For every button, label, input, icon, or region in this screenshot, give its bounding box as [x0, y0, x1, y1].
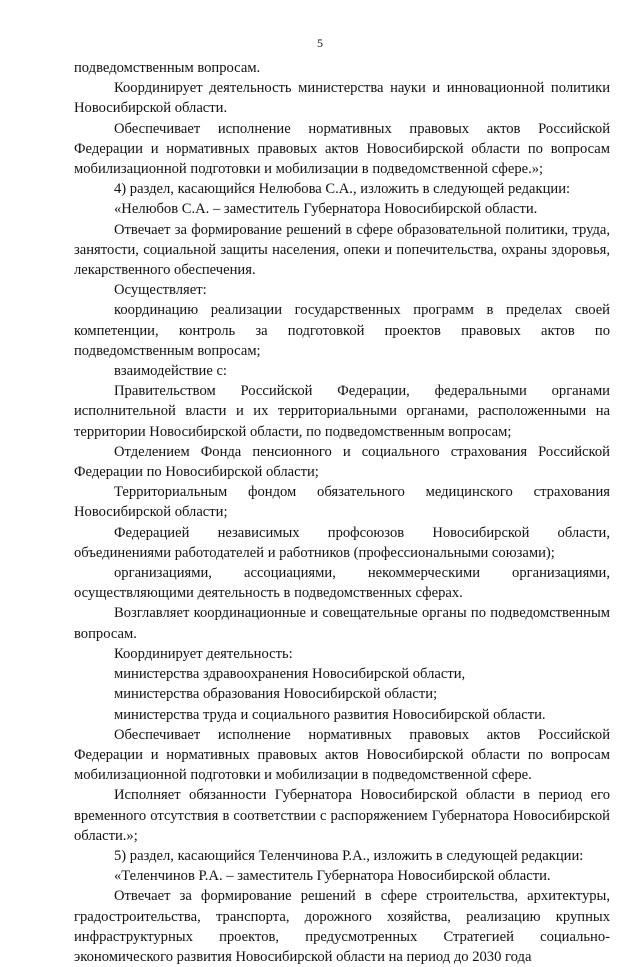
paragraph: 5) раздел, касающийся Теленчинова Р.А., изложить в следующей редакции: [114, 847, 584, 864]
paragraph: Исполняет обязанности Губернатора Новосибирской области в период его временного отсутствия в соответствии с распоряжением Губернатора Новосибирской области.»; [74, 787, 610, 844]
paragraph: «Нелюбов С.А. – заместитель Губернатора Новосибирской области. [114, 201, 538, 218]
paragraph: Обеспечивает исполнение нормативных правовых актов Российской Федерации и нормативных правовых актов Новосибирской области по вопросам мобилизационной подготовки и мобилизации в подведомственной сфере. [74, 726, 610, 784]
paragraph: «Теленчинов Р.А. – заместитель Губернатора Новосибирской области. [114, 868, 551, 885]
paragraph: Координирует деятельность: [114, 645, 293, 662]
paragraph: подведомственным вопросам. [74, 60, 261, 76]
paragraph: Правительством Российской Федерации, федеральными органами исполнительной власти и их территориальными органами, расположенными на территории Новосибирской области, по подведомственным вопросам; [74, 383, 610, 440]
paragraph: Обеспечивает исполнение нормативных правовых актов Российской Федерации и нормативных правовых актов Новосибирской области по вопросам мобилизационной подготовки и мобилизации в подведомственной сфере.»; [74, 120, 610, 178]
paragraph: министерства труда и социального развития Новосибирской области. [114, 706, 546, 723]
paragraph: Территориальным фондом обязательного медицинского страхования Новосибирской области; [74, 484, 610, 521]
paragraph: Федерацией независимых профсоюзов Новосибирской области, объединениями работодателей и работников (профессиональными союзами); [74, 524, 610, 561]
document-body [74, 58, 610, 967]
paragraph: министерства здравоохранения Новосибирской области, [114, 666, 466, 683]
paragraph: организациями, ассоциациями, некоммерческими организациями, осуществляющими деятельность в подведомственных сферах. [74, 565, 610, 602]
paragraph: Отвечает за формирование решений в сфере строительства, архитектуры, градостроительства, транспорта, дорожного хозяйства, реализацию крупных инфраструктурных проектов, предусмотренных Стратегией социально-экономического развития Новосибирской области на период до 2030 года [74, 888, 610, 965]
paragraph: взаимодействие с: [114, 363, 227, 380]
paragraph: министерства образования Новосибирской области; [114, 686, 438, 703]
paragraph: Осуществляет: [114, 282, 207, 299]
paragraph: Отделением Фонда пенсионного и социального страхования Российской Федерации по Новосибирской области; [74, 443, 610, 481]
paragraph: 4) раздел, касающийся Нелюбова С.А., изложить в следующей редакции: [114, 181, 571, 198]
paragraph: Отвечает за формирование решений в сфере образовательной политики, труда, занятости, социальной защиты населения, опеки и попечительства, охраны здоровья, лекарственного обеспечения. [74, 221, 610, 279]
page-number: 5 [317, 36, 323, 50]
paragraph: Координирует деятельность министерства науки и инновационной политики Новосибирской области. [74, 80, 610, 117]
paragraph: координацию реализации государственных программ в пределах своей компетенции, контроль за подготовкой проектов правовых актов по подведомственным вопросам; [74, 302, 610, 359]
paragraph: Возглавляет координационные и совещательные органы по подведомственным вопросам. [74, 605, 610, 642]
